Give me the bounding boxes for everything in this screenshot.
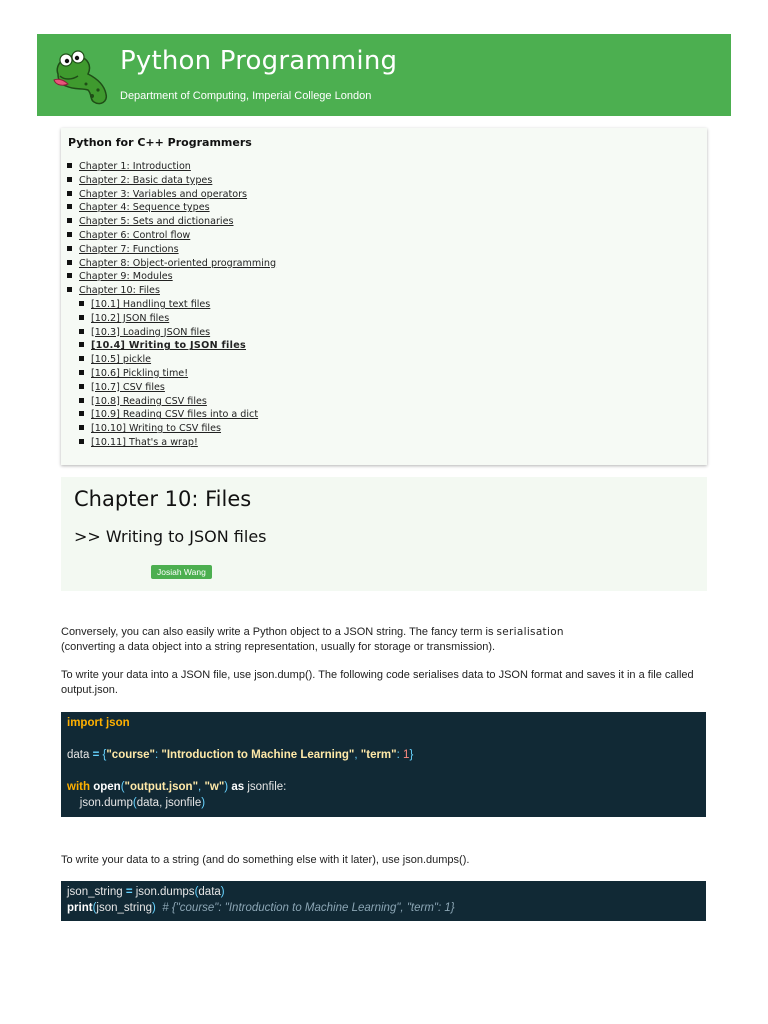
code-line [67, 715, 700, 731]
square-bullet-icon [67, 273, 72, 278]
code-string: "output.json" [124, 781, 199, 793]
toc-link-chapter-5[interactable]: Chapter 5: Sets and dictionaries [79, 216, 234, 228]
code-punctuation: ( [132, 797, 137, 809]
code-line [67, 795, 700, 811]
square-bullet-icon [79, 398, 84, 403]
square-bullet-icon [79, 425, 84, 430]
paragraph-text: . The following code serialises [312, 669, 462, 681]
term-serialisation: serialisation [496, 626, 564, 638]
code-string: "w" [204, 781, 225, 793]
author-badge: Josiah Wang [151, 565, 212, 579]
list-item [79, 436, 276, 450]
list-item [67, 229, 276, 243]
inline-code: output.json [61, 684, 115, 696]
paragraph-text: (converting a data object into a string representation, usually for storage or transmission). [61, 641, 496, 653]
square-bullet-icon [67, 163, 72, 168]
list-item [79, 395, 276, 409]
list-item [67, 284, 276, 298]
list-item [79, 422, 276, 436]
code-line [67, 747, 700, 763]
square-bullet-icon [67, 177, 72, 182]
inline-code: json.dumps() [402, 854, 467, 866]
list-item [79, 298, 276, 312]
code-comment: # {"course": "Introduction to Machine Learning", "term": 1} [162, 902, 455, 914]
inline-code: json.dump() [254, 669, 313, 681]
code-punctuation: ) [152, 902, 156, 914]
code-keyword: as [231, 781, 245, 793]
table-of-contents [61, 128, 707, 465]
toc-link-section-10-8[interactable]: [10.8] Reading CSV files [91, 395, 207, 407]
square-bullet-icon [67, 232, 72, 237]
toc-link-chapter-4[interactable]: Chapter 4: Sequence types [79, 202, 210, 214]
square-bullet-icon [67, 287, 72, 292]
chapter-title: Chapter 10: Files [74, 487, 252, 511]
list-item [79, 381, 276, 395]
square-bullet-icon [79, 370, 84, 375]
code-argument: data [198, 886, 221, 898]
toc-link-section-10-5[interactable]: [10.5] pickle [91, 354, 152, 366]
code-call: json.dumps [135, 886, 195, 898]
list-item [79, 326, 276, 340]
inline-code: data [461, 669, 484, 681]
code-string: "term" [360, 749, 397, 761]
toc-link-chapter-7[interactable]: Chapter 7: Functions [79, 243, 179, 255]
paragraph-text: . [114, 684, 118, 696]
code-line [67, 779, 700, 795]
code-arguments: data, jsonfile [136, 797, 202, 809]
list-item [79, 408, 276, 422]
square-bullet-icon [79, 301, 84, 306]
site-subtitle: Department of Computing, Imperial College London [120, 90, 372, 102]
code-punctuation: } [409, 749, 414, 761]
paragraph-text: To write your data into a JSON file, use [61, 669, 255, 681]
square-bullet-icon [79, 384, 84, 389]
site-title[interactable]: Python Programming [120, 46, 398, 76]
code-string: "course" [106, 749, 155, 761]
square-bullet-icon [67, 204, 72, 209]
paragraph-text: to JSON format and saves it in a file called [483, 669, 694, 681]
toc-link-chapter-2[interactable]: Chapter 2: Basic data types [79, 174, 213, 186]
toc-link-section-10-11[interactable]: [10.11] That's a wrap! [91, 436, 198, 448]
code-call: json.dump [79, 797, 133, 809]
code-punctuation: ) [224, 781, 229, 793]
code-keyword: with [67, 781, 90, 793]
code-number: 1 [403, 749, 410, 761]
toc-link-section-10-1[interactable]: [10.1] Handling text files [91, 298, 211, 310]
paragraph-serialisation [61, 625, 711, 655]
code-punctuation: : [396, 749, 400, 761]
code-punctuation: ) [220, 886, 225, 898]
python-cartoon-logo-icon[interactable] [48, 44, 114, 110]
square-bullet-icon [67, 246, 72, 251]
paragraph-text: To write your data to a string (and do something else with it later), use [61, 854, 403, 866]
toc-link-chapter-3[interactable]: Chapter 3: Variables and operators [79, 188, 248, 200]
square-bullet-icon [79, 439, 84, 444]
code-string: "Introduction to Machine Learning" [161, 749, 355, 761]
code-argument: json_string [96, 902, 153, 914]
square-bullet-icon [67, 260, 72, 265]
code-punctuation: ) [201, 797, 206, 809]
toc-link-chapter-10[interactable]: Chapter 10: Files [79, 285, 160, 297]
chapter-list [67, 160, 276, 450]
chapter-heading-box [61, 477, 707, 591]
list-item [67, 160, 276, 174]
code-function: open [93, 781, 121, 793]
list-item [67, 298, 276, 450]
toc-link-chapter-6[interactable]: Chapter 6: Control flow [79, 229, 191, 241]
paragraph-text: Conversely, you can also easily write a Python object to a JSON string. The fancy term is [61, 626, 497, 638]
code-line-blank [67, 763, 700, 779]
toc-link-section-10-3[interactable]: [10.3] Loading JSON files [91, 326, 211, 338]
list-item [67, 201, 276, 215]
code-operator: = [125, 886, 133, 898]
toc-link-section-10-9[interactable]: [10.9] Reading CSV files into a dict [91, 409, 259, 421]
list-item [67, 215, 276, 229]
code-variable: data [67, 749, 90, 761]
code-line [67, 884, 700, 900]
square-bullet-icon [79, 329, 84, 334]
paragraph-json-dump [61, 668, 711, 698]
list-item [67, 243, 276, 257]
code-punctuation: : [154, 749, 159, 761]
toc-link-section-10-10[interactable]: [10.10] Writing to CSV files [91, 423, 222, 435]
list-item [67, 174, 276, 188]
code-module: json [105, 717, 130, 729]
code-line [67, 900, 700, 916]
toc-link-chapter-1[interactable]: Chapter 1: Introduction [79, 161, 191, 172]
code-variable: jsonfile: [247, 781, 287, 793]
toc-link-section-10-6[interactable]: [10.6] Pickling time! [91, 367, 189, 379]
code-block-json-dump[interactable] [61, 712, 706, 817]
square-bullet-icon [79, 411, 84, 416]
toc-link-section-10-4-current[interactable]: [10.4] Writing to JSON files [91, 340, 247, 352]
code-punctuation: ( [120, 781, 125, 793]
toc-link-chapter-9[interactable]: Chapter 9: Modules [79, 271, 173, 283]
section-list [79, 298, 276, 450]
code-variable: json_string [67, 886, 123, 898]
toc-link-chapter-8[interactable]: Chapter 8: Object-oriented programming [79, 257, 277, 269]
square-bullet-icon [79, 356, 84, 361]
list-item [79, 339, 276, 353]
site-header [37, 34, 731, 116]
code-punctuation: ( [194, 886, 199, 898]
toc-link-section-10-2[interactable]: [10.2] JSON files [91, 312, 170, 324]
code-operator: = [92, 749, 100, 761]
code-punctuation: ( [92, 902, 97, 914]
toc-title: Python for C++ Programmers [68, 136, 252, 149]
code-keyword: import [67, 717, 103, 729]
toc-link-section-10-7[interactable]: [10.7] CSV files [91, 381, 165, 393]
code-punctuation: , [354, 749, 358, 761]
code-function: print [67, 902, 93, 914]
square-bullet-icon [79, 315, 84, 320]
square-bullet-icon [79, 342, 84, 347]
list-item [67, 257, 276, 271]
list-item [79, 367, 276, 381]
code-punctuation: { [102, 749, 107, 761]
code-line-blank [67, 731, 700, 747]
paragraph-text: . [466, 854, 470, 866]
square-bullet-icon [67, 191, 72, 196]
square-bullet-icon [67, 218, 72, 223]
code-block-json-dumps[interactable] [61, 881, 706, 921]
list-item [79, 353, 276, 367]
list-item [79, 312, 276, 326]
section-title: >> Writing to JSON files [74, 527, 267, 546]
paragraph-json-dumps [61, 853, 711, 868]
list-item [67, 188, 276, 202]
list-item [67, 270, 276, 284]
code-punctuation: , [198, 781, 202, 793]
